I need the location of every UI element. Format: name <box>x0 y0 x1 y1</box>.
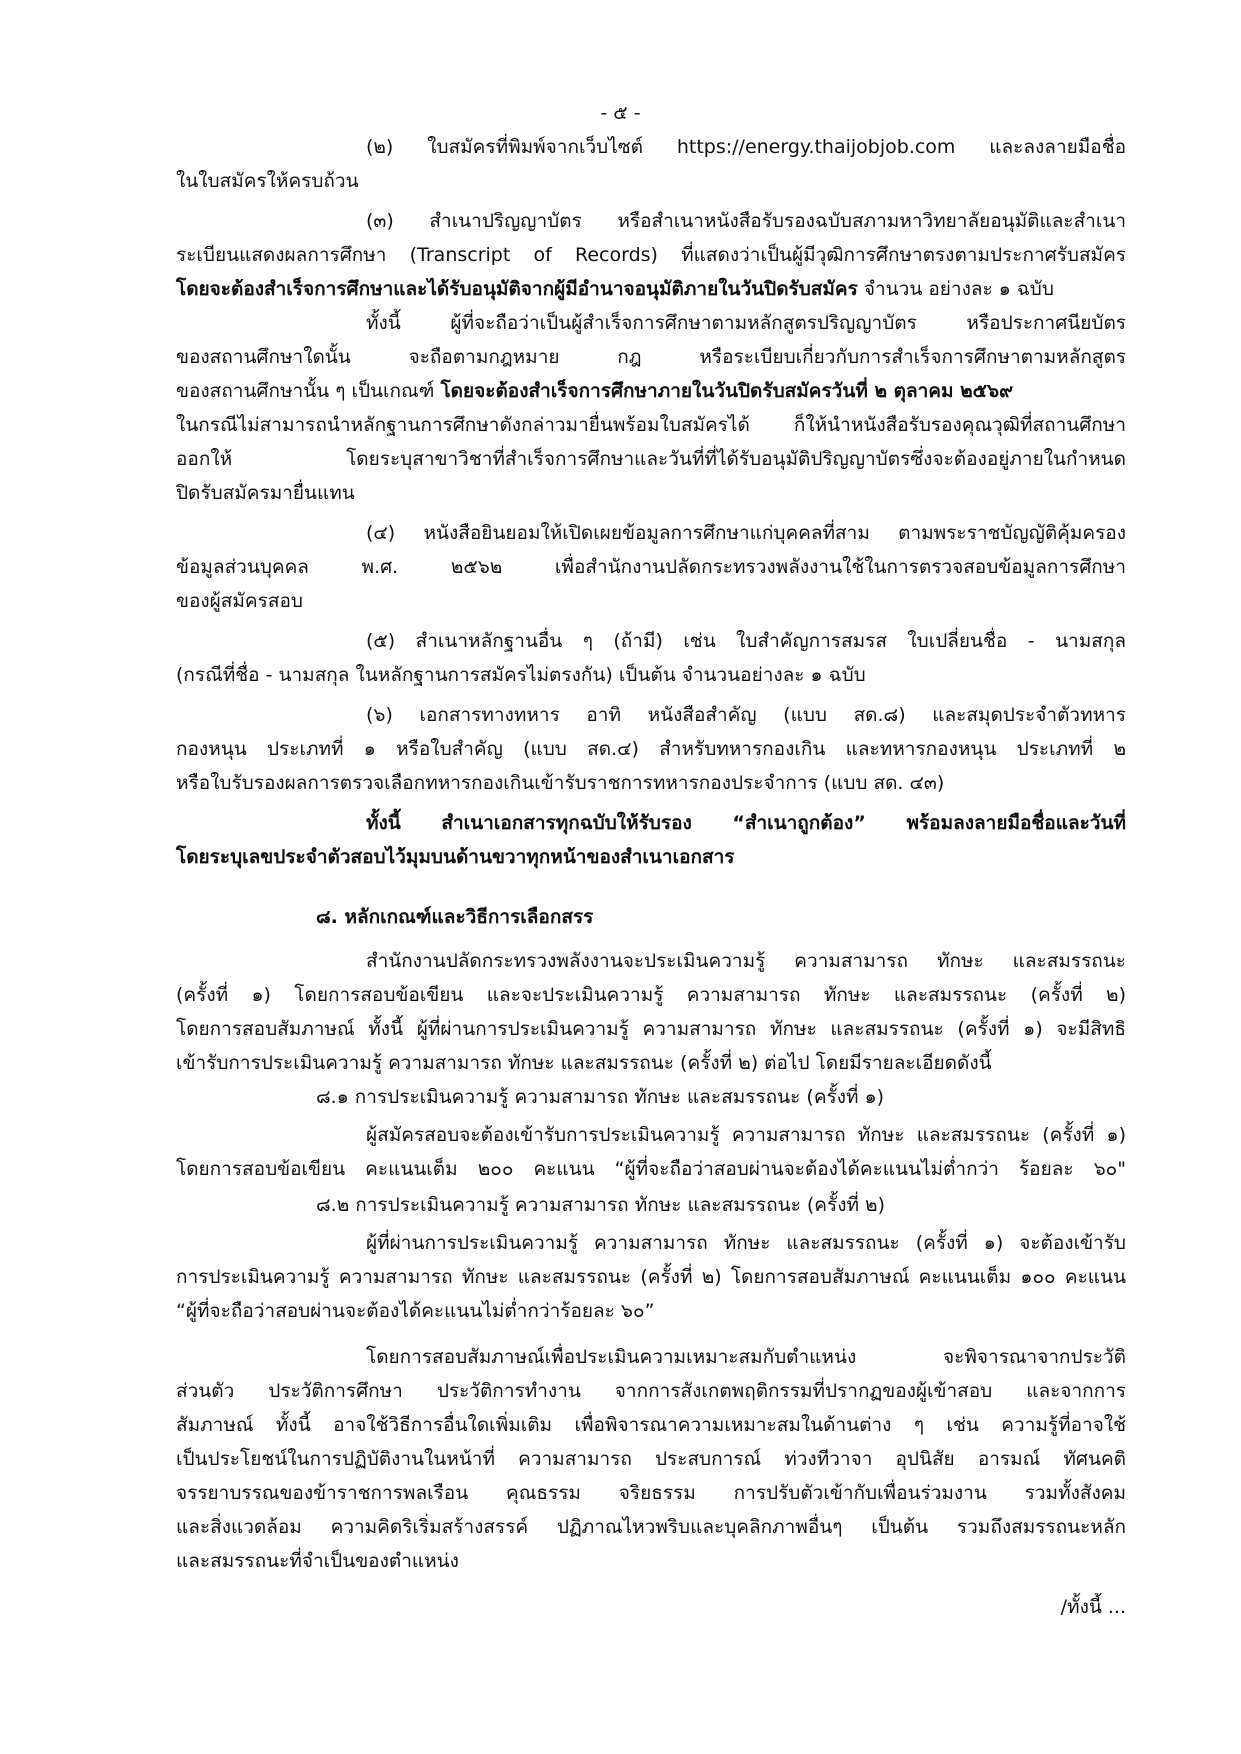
item-2-line-1: (๒) ใบสมัครที่พิมพ์จากเว็บไซต์ https://energy.thaijobjob.com และลงลายมือชื่อ <box>366 136 1126 158</box>
note-line-5: ออกให้ โดยระบุสาขาวิชาที่สำเร็จการศึกษาและวันที่ที่ได้รับอนุมัติปริญญาบัตรซึ่งจะต้องอยู่ภายในกำหนด <box>176 448 1126 470</box>
note-line-2: ของสถานศึกษาใดนั้น จะถือตามกฎหมาย กฎ หรือระเบียบเกี่ยวกับการสำเร็จการศึกษาตามหลักสูตร <box>176 346 1126 368</box>
continuation-note: /ทั้งนี้ ... <box>1060 1596 1126 1618</box>
interview-line-5: จรรยาบรรณของข้าราชการพลเรือน คุณธรรม จริยธรรม การปรับตัวเข้ากับเพื่อนร่วมงาน รวมทั้งสังคม <box>176 1482 1126 1504</box>
interview-line-1: โดยการสอบสัมภาษณ์เพื่อประเมินความเหมาะสมกับตำแหน่ง จะพิจารณาจากประวัติ <box>366 1346 1126 1368</box>
certify-note-line-1: ทั้งนี้ สำเนาเอกสารทุกฉบับให้รับรอง “สำเนาถูกต้อง” พร้อมลงลายมือชื่อและวันที่ <box>366 812 1126 834</box>
item-3-bold-text: โดยจะต้องสำเร็จการศึกษาและได้รับอนุมัติจากผู้มีอำนาจอนุมัติภายในวันปิดรับสมัคร <box>176 278 858 300</box>
item-3-line-1: (๓) สำเนาปริญญาบัตร หรือสำเนาหนังสือรับรองฉบับสภามหาวิทยาลัยอนุมัติและสำเนา <box>366 210 1126 232</box>
item-6-line-1: (๖) เอกสารทางทหาร อาทิ หนังสือสำคัญ (แบบ สด.๘) และสมุดประจำตัวทหาร <box>366 704 1126 726</box>
section-8-1-line-2: โดยการสอบข้อเขียน คะแนนเต็ม ๒๐๐ คะแนน “ผู้ที่จะถือว่าสอบผ่านจะต้องได้คะแนนไม่ต่ำกว่า ร้อยละ ๖๐" <box>176 1158 1126 1180</box>
interview-line-2: ส่วนตัว ประวัติการศึกษา ประวัติการทำงาน จากการสังเกตพฤติกรรมที่ปรากฏของผู้เข้าสอบ และจากการ <box>176 1380 1126 1402</box>
item-2-line-2: ในใบสมัครให้ครบถ้วน <box>176 170 359 192</box>
note-line-1: ทั้งนี้ ผู้ที่จะถือว่าเป็นผู้สำเร็จการศึกษาตามหลักสูตรปริญญาบัตร หรือประกาศนียบัตร <box>366 312 1126 334</box>
interview-line-4: เป็นประโยชน์ในการปฏิบัติงานในหน้าที่ ความสามารถ ประสบการณ์ ท่วงทีวาจา อุปนิสัย อารมณ์ ทัศนคติ <box>176 1448 1126 1470</box>
section-8-2-line-2: การประเมินความรู้ ความสามารถ ทักษะ และสมรรถนะ (ครั้งที่ ๒) โดยการสอบสัมภาษณ์ คะแนนเต็ม ๑๐๐ คะแนน <box>176 1266 1126 1288</box>
note-line-4: ในกรณีไม่สามารถนำหลักฐานการศึกษาดังกล่าวมายื่นพร้อมใบสมัครได้ ก็ให้นำหนังสือรับรองคุณวุฒิที่สถานศึกษา <box>176 414 1126 436</box>
interview-line-7: และสมรรถนะที่จำเป็นของตำแหน่ง <box>176 1550 459 1572</box>
section-8-line-1: สำนักงานปลัดกระทรวงพลังงานจะประเมินความรู้ ความสามารถ ทักษะ และสมรรถนะ <box>366 950 1126 972</box>
section-8-line-4: เข้ารับการประเมินความรู้ ความสามารถ ทักษะ และสมรรถนะ (ครั้งที่ ๒) ต่อไป โดยมีรายละเอียดดังนี้ <box>176 1052 992 1074</box>
section-8-2-line-1: ผู้ที่ผ่านการประเมินความรู้ ความสามารถ ทักษะ และสมรรถนะ (ครั้งที่ ๑) จะต้องเข้ารับ <box>366 1232 1126 1254</box>
item-6-line-2: กองหนุน ประเภทที่ ๑ หรือใบสำคัญ (แบบ สด.๔) สำหรับทหารกองเกิน และทหารกองหนุน ประเภทที่ ๒ <box>176 738 1126 760</box>
section-8-heading: ๘. หลักเกณฑ์และวิธีการเลือกสรร <box>316 906 594 928</box>
section-8-line-2: (ครั้งที่ ๑) โดยการสอบข้อเขียน และจะประเมินความรู้ ความสามารถ ทักษะ และสมรรถนะ (ครั้งที่ ๒) <box>176 984 1126 1006</box>
interview-line-3: สัมภาษณ์ ทั้งนี้ อาจใช้วิธีการอื่นใดเพิ่มเติม เพื่อพิจารณาความเหมาะสมในด้านต่าง ๆ เช่น ความรู้ที่อาจใช้ <box>176 1414 1126 1436</box>
section-8-1-heading: ๘.๑ การประเมินความรู้ ความสามารถ ทักษะ และสมรรถนะ (ครั้งที่ ๑) <box>316 1086 885 1108</box>
section-8-line-3: โดยการสอบสัมภาษณ์ ทั้งนี้ ผู้ที่ผ่านการประเมินความรู้ ความสามารถ ทักษะ และสมรรถนะ (ครั้งที่ ๑) จะมีสิทธิ <box>176 1018 1126 1040</box>
item-6-line-3: หรือใบรับรองผลการตรวจเลือกทหารกองเกินเข้ารับราชการทหารกองประจำการ (แบบ สด. ๔๓) <box>176 772 945 794</box>
section-8-2-heading: ๘.๒ การประเมินความรู้ ความสามารถ ทักษะ และสมรรถนะ (ครั้งที่ ๒) <box>316 1194 885 1216</box>
page-number: - ๕ - <box>600 102 641 124</box>
interview-line-6: และสิ่งแวดล้อม ความคิดริเริ่มสร้างสรรค์ ปฏิภาณไหวพริบและบุคลิกภาพอื่นๆ เป็นต้น รวมถึงสมรรถนะหลัก <box>176 1516 1126 1538</box>
section-8-2-line-3: “ผู้ที่จะถือว่าสอบผ่านจะต้องได้คะแนนไม่ต่ำกว่าร้อยละ ๖๐” <box>176 1300 655 1322</box>
section-8-1-line-1: ผู้สมัครสอบจะต้องเข้ารับการประเมินความรู้ ความสามารถ ทักษะ และสมรรถนะ (ครั้งที่ ๑) <box>366 1124 1126 1146</box>
note-line-3 <box>176 374 1126 408</box>
note-line-3-text: ของสถานศึกษานั้น ๆ เป็นเกณฑ์ <box>176 380 441 402</box>
item-4-line-3: ของผู้สมัครสอบ <box>176 590 303 612</box>
item-5-line-2: (กรณีที่ชื่อ - นามสกุล ในหลักฐานการสมัครไม่ตรงกัน) เป็นต้น จำนวนอย่างละ ๑ ฉบับ <box>176 664 866 686</box>
item-3-copies-text: จำนวน อย่างละ ๑ ฉบับ <box>857 278 1054 300</box>
item-4-line-1: (๔) หนังสือยินยอมให้เปิดเผยข้อมูลการศึกษาแก่บุคคลที่สาม ตามพระราชบัญญัติคุ้มครอง <box>366 522 1126 544</box>
certify-note-line-2: โดยระบุเลขประจำตัวสอบไว้มุมบนด้านขวาทุกหน้าของสำเนาเอกสาร <box>176 846 735 868</box>
item-3-line-3 <box>176 272 1126 306</box>
item-5-line-1: (๕) สำเนาหลักฐานอื่น ๆ (ถ้ามี) เช่น ใบสำคัญการสมรส ใบเปลี่ยนชื่อ - นามสกุล <box>366 630 1126 652</box>
item-4-line-2: ข้อมูลส่วนบุคคล พ.ศ. ๒๕๖๒ เพื่อสำนักงานปลัดกระทรวงพลังงานใช้ในการตรวจสอบข้อมูลการศึกษา <box>176 556 1126 578</box>
deadline-bold-text: โดยจะต้องสำเร็จการศึกษาภายในวันปิดรับสมัครวันที่ ๒ ตุลาคม ๒๕๖๙ <box>440 380 1013 402</box>
note-line-6: ปิดรับสมัครมายื่นแทน <box>176 482 355 504</box>
item-3-line-2: ระเบียนแสดงผลการศึกษา (Transcript of Records) ที่แสดงว่าเป็นผู้มีวุฒิการศึกษาตรงตามประกาศรับสมัคร <box>176 244 1126 266</box>
